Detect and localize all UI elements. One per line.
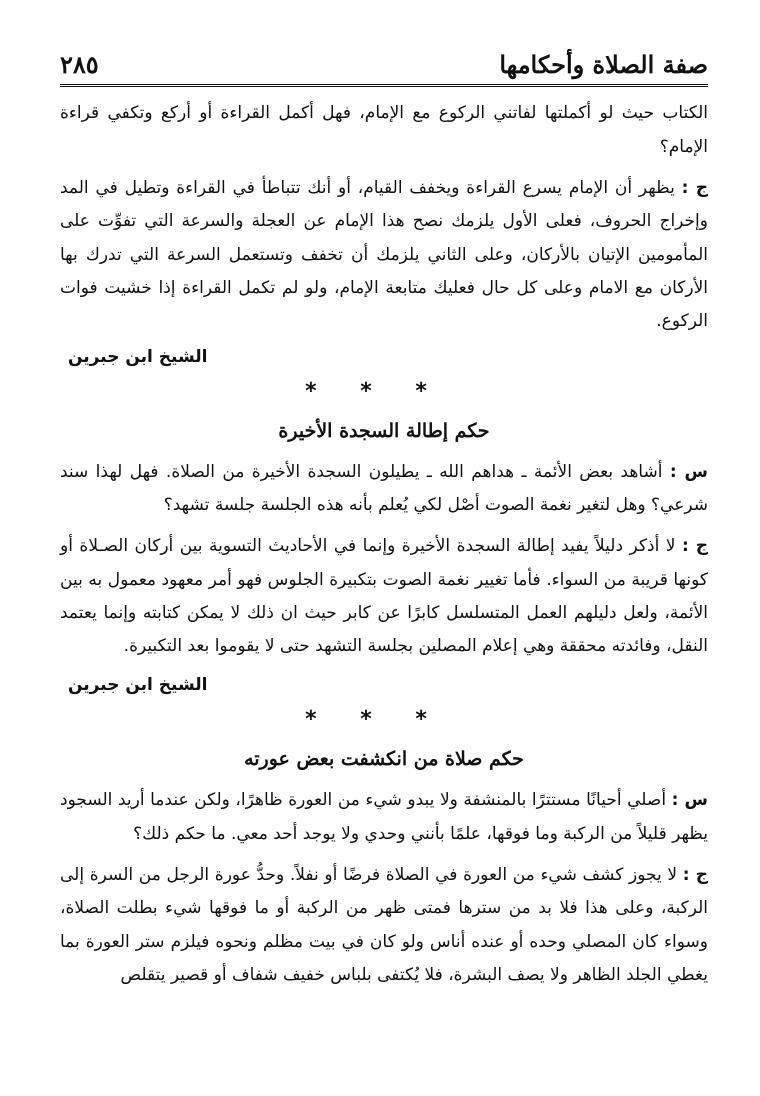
answer-prefix: ج : (681, 178, 709, 199)
section-title: حكم إطالة السجدة الأخيرة (278, 419, 490, 442)
question-text: أشاهد بعض الأئمة ـ هداهم الله ـ يطيلون السجدة الأخيرة من الصلاة. فهل لهذا سند شرعي؟ وهل لتغير نغمة الصوت أصْل لكي يُعلم بأنه هذه الجلسة جلسة تشهد؟ (60, 461, 708, 515)
question-paragraph (60, 784, 708, 851)
page-header (60, 52, 708, 87)
answer-prefix: ج : (681, 536, 709, 557)
answer-text: يظهر أن الإمام يسرع القراءة ويخفف القيام، أو أنك تتباطأ في القراءة وتطيل في المد وإخراج الحروف، فعلى الأول يلزمك نصح هذا الإمام عن العجلة والسرعة التي تفوِّت على المأمومين الإتيان بالأركان، وعلى الثاني يلزمك أن تخفف وتستعمل السرعة التي تدرك بها الأركان مع الامام وعلى كل حال فعليك متابعة الإمام، ولو لم تكمل القراءة إذا خشيت فوات الركوع. (60, 178, 708, 332)
signature: الشيخ ابن جبرين (68, 675, 208, 696)
page-number: ٢٨٥ (60, 50, 99, 79)
section-separator: * * * (305, 378, 445, 404)
answer-prefix: ج : (682, 865, 708, 886)
answer-paragraph (60, 172, 708, 339)
book-page (60, 52, 708, 1000)
question-prefix: س : (669, 461, 708, 482)
answer-text: لا أذكر دليلاً يفيد إطالة السجدة الأخيرة وإنما في الأحاديث التسوية بين أركان الصـلاة أو كونها قريبة من السواء. فأما تغيير نغمة الصوت بتكبيرة الجلوس فهو أمر معهود معمول به بين الأئمة، ولعل دليلهم العمل المتسلسل كابرًا عن كابر حيث ان ذلك لا يمكن كتابته وإنما يعتمد النقل، وفائدته محققة وهي إعلام المصلين بجلسة التشهد حتى لا يقوموا بعد التكبيرة. (60, 536, 708, 657)
answer-paragraph (60, 859, 708, 992)
section-title: حكم صلاة من انكشفت بعض عورته (244, 748, 524, 771)
question-text: أصلي أحيانًا مستترًا بالمنشفة ولا يبدو شيء من العورة ظاهرًا، ولكن عندما أريد السجود يظهر قليلاً من الركبة وما فوقها، علمًا بأنني وحدي ولا يوجد أحد معي. ما حكم ذلك؟ (60, 790, 708, 844)
running-title: صفة الصلاة وأحكامها (499, 50, 708, 79)
section-separator: * * * (305, 707, 445, 733)
question-continuation: الكتاب حيث لو أكملتها لفاتني الركوع مع الإمام، فهل أكمل القراءة أو أركع وتكفي قراءة الإمام؟ (60, 103, 708, 157)
question-prefix: س : (671, 790, 708, 811)
question-paragraph (60, 456, 708, 523)
answer-paragraph (60, 530, 708, 663)
signature: الشيخ ابن جبرين (68, 346, 208, 367)
answer-text: لا يجوز كشف شيء من العورة في الصلاة فرضًا أو نفلاً. وحدُّ عورة الرجل من السرة إلى الركبة، وعلى هذا فلا بد من سترها فمتى ظهر من الركبة أو ما فوقها شيء بطلت الصلاة، وسواء كان المصلي وحده أو عنده أناس ولو كان في بيت مظلم ونحوه فيلزم ستر العورة بما يغطي الجلد الظاهر ولا يصف البشرة، فلا يُكتفى بلباس خفيف شفاف أو قصير يتقلص (60, 865, 708, 986)
